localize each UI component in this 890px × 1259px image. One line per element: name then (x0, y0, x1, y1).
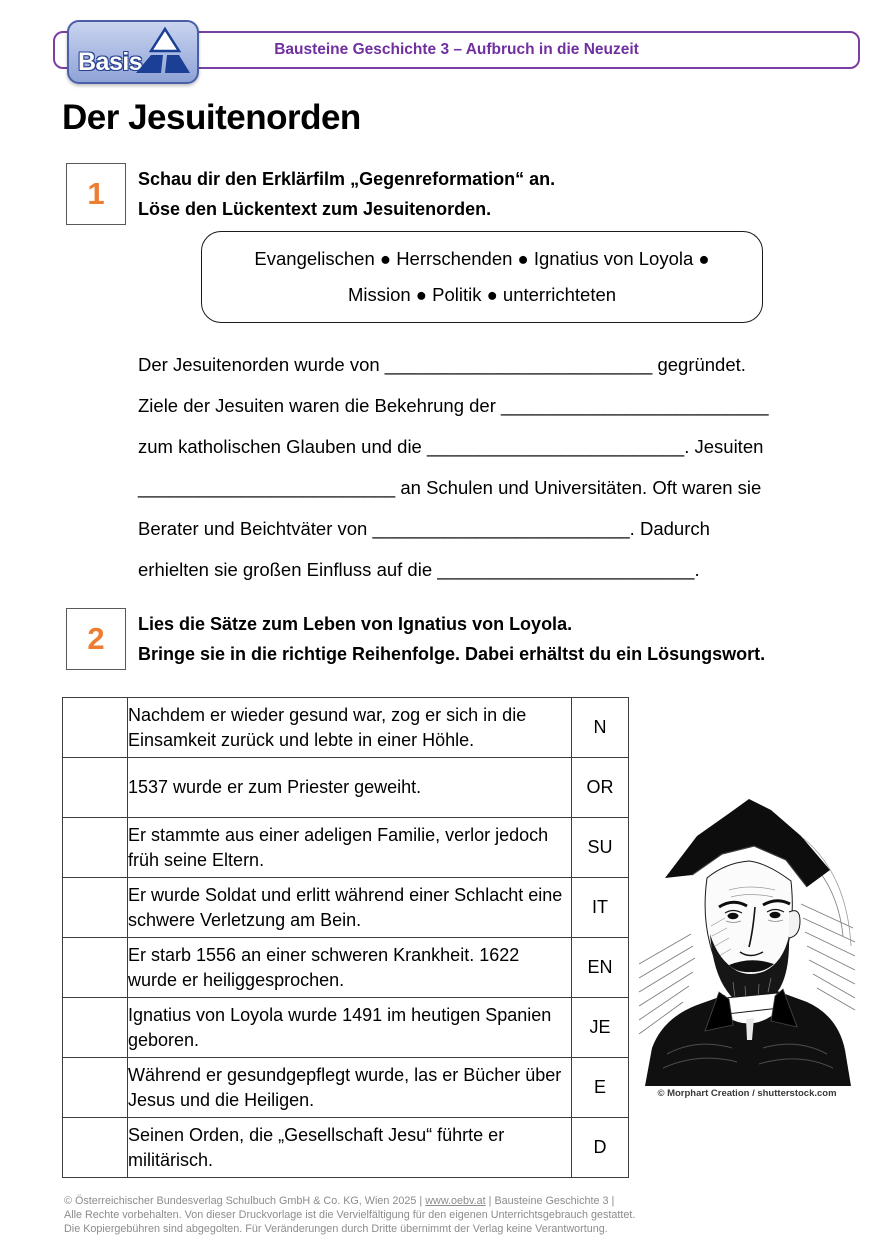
basis-logo (67, 20, 199, 84)
footer-copyright (64, 1195, 844, 1236)
letters-cell: D (572, 1118, 629, 1178)
letters-cell: JE (572, 998, 629, 1058)
sentence-cell: Er wurde Soldat und erlitt während einer Schlacht eine schwere Verletzung am Bein. (128, 878, 572, 938)
pyramid-icon (134, 26, 192, 78)
letters-cell: IT (572, 878, 629, 938)
task1-number-box (66, 163, 126, 225)
table-row (63, 818, 629, 878)
cloze-line[interactable]: _________________________ an Schulen und Universitäten. Oft waren sie (138, 477, 762, 498)
answer-cell[interactable] (63, 938, 128, 998)
letters-cell: EN (572, 938, 629, 998)
letters-cell: OR (572, 758, 629, 818)
table-row (63, 758, 629, 818)
cloze-line[interactable]: Der Jesuitenorden wurde von __________________________ gegründet. (138, 354, 746, 375)
task2-number-box (66, 608, 126, 670)
task1-instruction-line2: Löse den Lückentext zum Jesuitenorden. (138, 199, 492, 219)
cloze-text (138, 344, 862, 590)
sentence-cell: Er starb 1556 an einer schweren Krankheit. 1622 wurde er heiliggesprochen. (128, 938, 572, 998)
footer-line1-pre: © Österreichischer Bundesverlag Schulbuch GmbH & Co. KG, Wien 2025 | (64, 1195, 426, 1207)
letters-cell: N (572, 698, 629, 758)
task1-instruction (138, 164, 555, 224)
task1-instruction-line1: Schau dir den Erklärfilm „Gegenreformation“ an. (138, 169, 556, 189)
letters-cell: SU (572, 818, 629, 878)
answer-cell[interactable] (63, 878, 128, 938)
sentence-cell: Nachdem er wieder gesund war, zog er sich in die Einsamkeit zurück und lebte in einer Höhle. (128, 698, 572, 758)
page-title: Der Jesuitenorden (62, 98, 361, 137)
task2-instruction (138, 609, 765, 669)
answer-cell[interactable] (63, 1058, 128, 1118)
answer-cell[interactable] (63, 758, 128, 818)
cloze-line[interactable]: zum katholischen Glauben und die _________________________. Jesuiten (138, 436, 764, 457)
cloze-line[interactable]: erhielten sie großen Einfluss auf die _________________________. (138, 559, 700, 580)
answer-cell[interactable] (63, 698, 128, 758)
oebv-link[interactable]: www.oebv.at (425, 1195, 486, 1207)
footer-line1 (64, 1195, 844, 1209)
footer-line2: Alle Rechte vorbehalten. Von dieser Druckvorlage ist die Vervielfältigung für den eigenen Unterrichtsgebrauch gestattet. (64, 1208, 636, 1221)
table-row (63, 1058, 629, 1118)
portrait-credit: © Morphart Creation / shutterstock.com (657, 1088, 837, 1099)
ignatius-portrait-image (637, 786, 857, 1086)
series-title: Bausteine Geschichte 3 – Aufbruch in die Neuzeit (274, 41, 639, 58)
cloze-line[interactable]: Ziele der Jesuiten waren die Bekehrung der __________________________ (138, 395, 769, 416)
footer-line3: Die Kopiergebühren sind abgegolten. Für Veränderungen durch Dritte übernimmt der Verlag keine Verantwortung. (64, 1222, 608, 1235)
answer-cell[interactable] (63, 1118, 128, 1178)
task2-instruction-line1: Lies die Sätze zum Leben von Ignatius von Loyola. (138, 614, 573, 634)
table-row (63, 698, 629, 758)
table-row (63, 998, 629, 1058)
word-bank-line1: Evangelischen ● Herrschenden ● Ignatius von Loyola ● (254, 248, 710, 269)
answer-cell[interactable] (63, 998, 128, 1058)
word-bank (201, 231, 763, 323)
sentence-cell: Während er gesundgepflegt wurde, las er Bücher über Jesus und die Heiligen. (128, 1058, 572, 1118)
ordering-table (62, 697, 629, 1178)
letters-cell: E (572, 1058, 629, 1118)
task2-number: 2 (87, 621, 105, 656)
table-row (63, 938, 629, 998)
table-row (63, 1118, 629, 1178)
answer-cell[interactable] (63, 818, 128, 878)
basis-logo-label: Basis (78, 48, 143, 76)
footer-line1-post: | Bausteine Geschichte 3 | (485, 1195, 615, 1207)
word-bank-line2: Mission ● Politik ● unterrichteten (347, 284, 617, 305)
table-row (63, 878, 629, 938)
sentence-cell: Er stammte aus einer adeligen Familie, verlor jedoch früh seine Eltern. (128, 818, 572, 878)
task2-instruction-line2: Bringe sie in die richtige Reihenfolge. Dabei erhältst du ein Lösungswort. (138, 644, 766, 664)
task1-number: 1 (87, 176, 105, 211)
sentence-cell: 1537 wurde er zum Priester geweiht. (128, 758, 572, 818)
sentence-cell: Seinen Orden, die „Gesellschaft Jesu“ führte er militärisch. (128, 1118, 572, 1178)
cloze-line[interactable]: Berater und Beichtväter von _________________________. Dadurch (138, 518, 710, 539)
sentence-cell: Ignatius von Loyola wurde 1491 im heutigen Spanien geboren. (128, 998, 572, 1058)
